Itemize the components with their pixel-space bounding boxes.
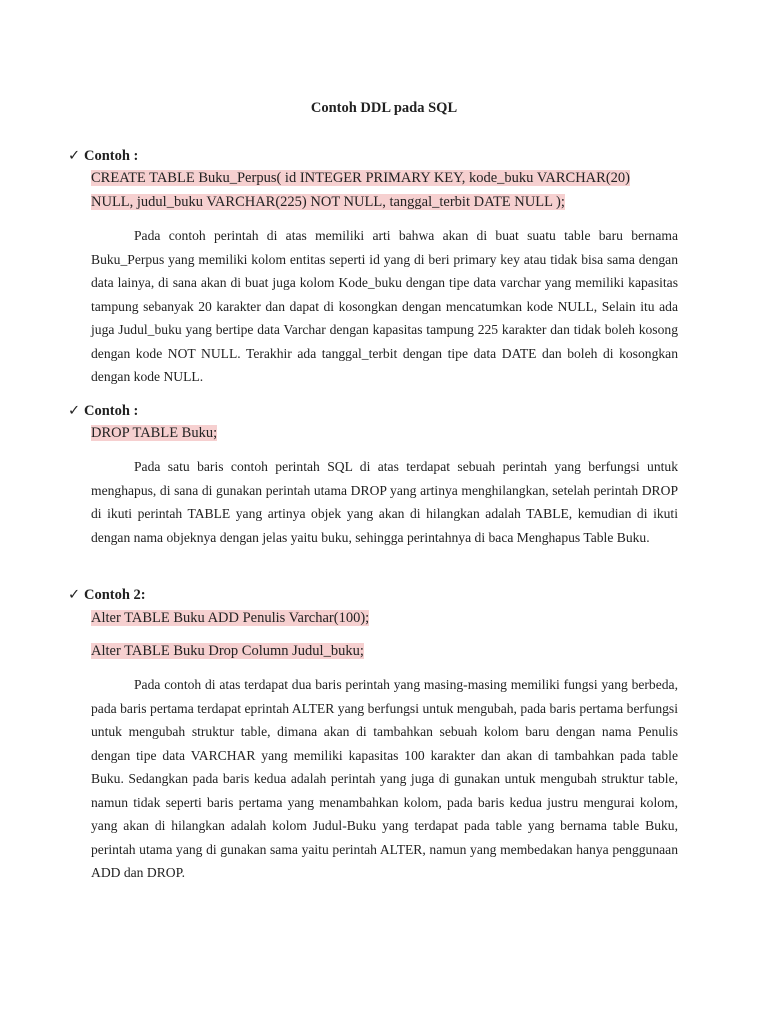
code-highlight: Alter TABLE Buku ADD Penulis Varchar(100);: [91, 610, 370, 626]
document-title: Contoh DDL pada SQL: [310, 100, 458, 116]
code-highlight: DROP TABLE Buku;: [91, 425, 218, 441]
code-highlight: Alter TABLE Buku Drop Column Judul_buku;: [91, 643, 364, 659]
section-heading-1: [68, 147, 138, 165]
code-line: [91, 166, 630, 190]
explanation-paragraph-3: Pada contoh di atas terdapat dua baris perintah yang masing-masing memiliki fungsi yang berbeda, pada baris pertama terdapat eprintah ALTER yang berfungsi untuk mengubah, pada baris pertama berfungsi untuk mengubah struktur table, dimana akan di tambahkan sebuah kolom baru dengan nama Penulis dengan tipe data VARCHAR yang memiliki kapasitas 100 karakter dan akan di tambahkan pada table Buku. Sedangkan pada baris kedua adalah perintah yang juga di gunakan untuk mengubah struktur table, namun tidak seperti baris pertama yang menambahkan kolom, pada baris kedua justru mengurai kolom, yang akan di hilangkan adalah kolom Judul-Buku yang terdapat pada table yang bernama table Buku, perintah utama yang di gunakan sama yaitu perintah ALTER, namun yang membedakan hanya penggunaan ADD dan DROP.: [91, 677, 678, 880]
code-line: [91, 190, 565, 214]
section-heading-label: Contoh 2:: [84, 587, 146, 603]
checkmark-icon: ✓: [68, 403, 81, 419]
checkmark-icon: ✓: [68, 148, 81, 164]
code-line: [91, 606, 369, 630]
checkmark-icon: ✓: [68, 587, 81, 603]
explanation-paragraph-2: Pada satu baris contoh perintah SQL di atas terdapat sebuah perintah yang berfungsi untuk menghapus, di sana di gunakan perintah utama DROP yang artinya menghilangkan, setelah perintah DROP di ikuti perintah TABLE yang artinya objek yang akan di hilangkan adalah TABLE, kemudian di ikuti dengan nama objeknya dengan jelas yaitu buku, sehingga perintahnya di baca Menghapus Table Buku.: [91, 459, 678, 545]
code-line: [91, 639, 364, 663]
section-heading-3: [68, 586, 146, 604]
code-line: [91, 421, 217, 445]
code-highlight: NULL, judul_buku VARCHAR(225) NOT NULL, tanggal_terbit DATE NULL );: [91, 194, 565, 210]
explanation-paragraph-1: Pada contoh perintah di atas memiliki arti bahwa akan di buat suatu table baru bernama Buku_Perpus yang memiliki kolom entitas seperti id yang di beri primary key atau tidak bisa sama dengan data lainya, di sana akan di buat juga kolom Kode_buku dengan tipe data varchar yang memiliki kapasitas tampung sebanyak 20 karakter dan dapat di kosongkan dengan mencatumkan kode NULL, Selain itu ada juga Judul_buku yang bertipe data Varchar dengan kapasitas tampung 225 karakter dan tidak boleh kosong dengan kode NOT NULL. Terakhir ada tanggal_terbit dengan tipe data DATE dan boleh di kosongkan dengan kode NULL.: [91, 228, 678, 384]
section-heading-label: Contoh :: [84, 148, 139, 164]
section-heading-label: Contoh :: [84, 403, 139, 419]
section-heading-2: [68, 402, 138, 420]
code-highlight: CREATE TABLE Buku_Perpus( id INTEGER PRIMARY KEY, kode_buku VARCHAR(20): [91, 170, 630, 186]
